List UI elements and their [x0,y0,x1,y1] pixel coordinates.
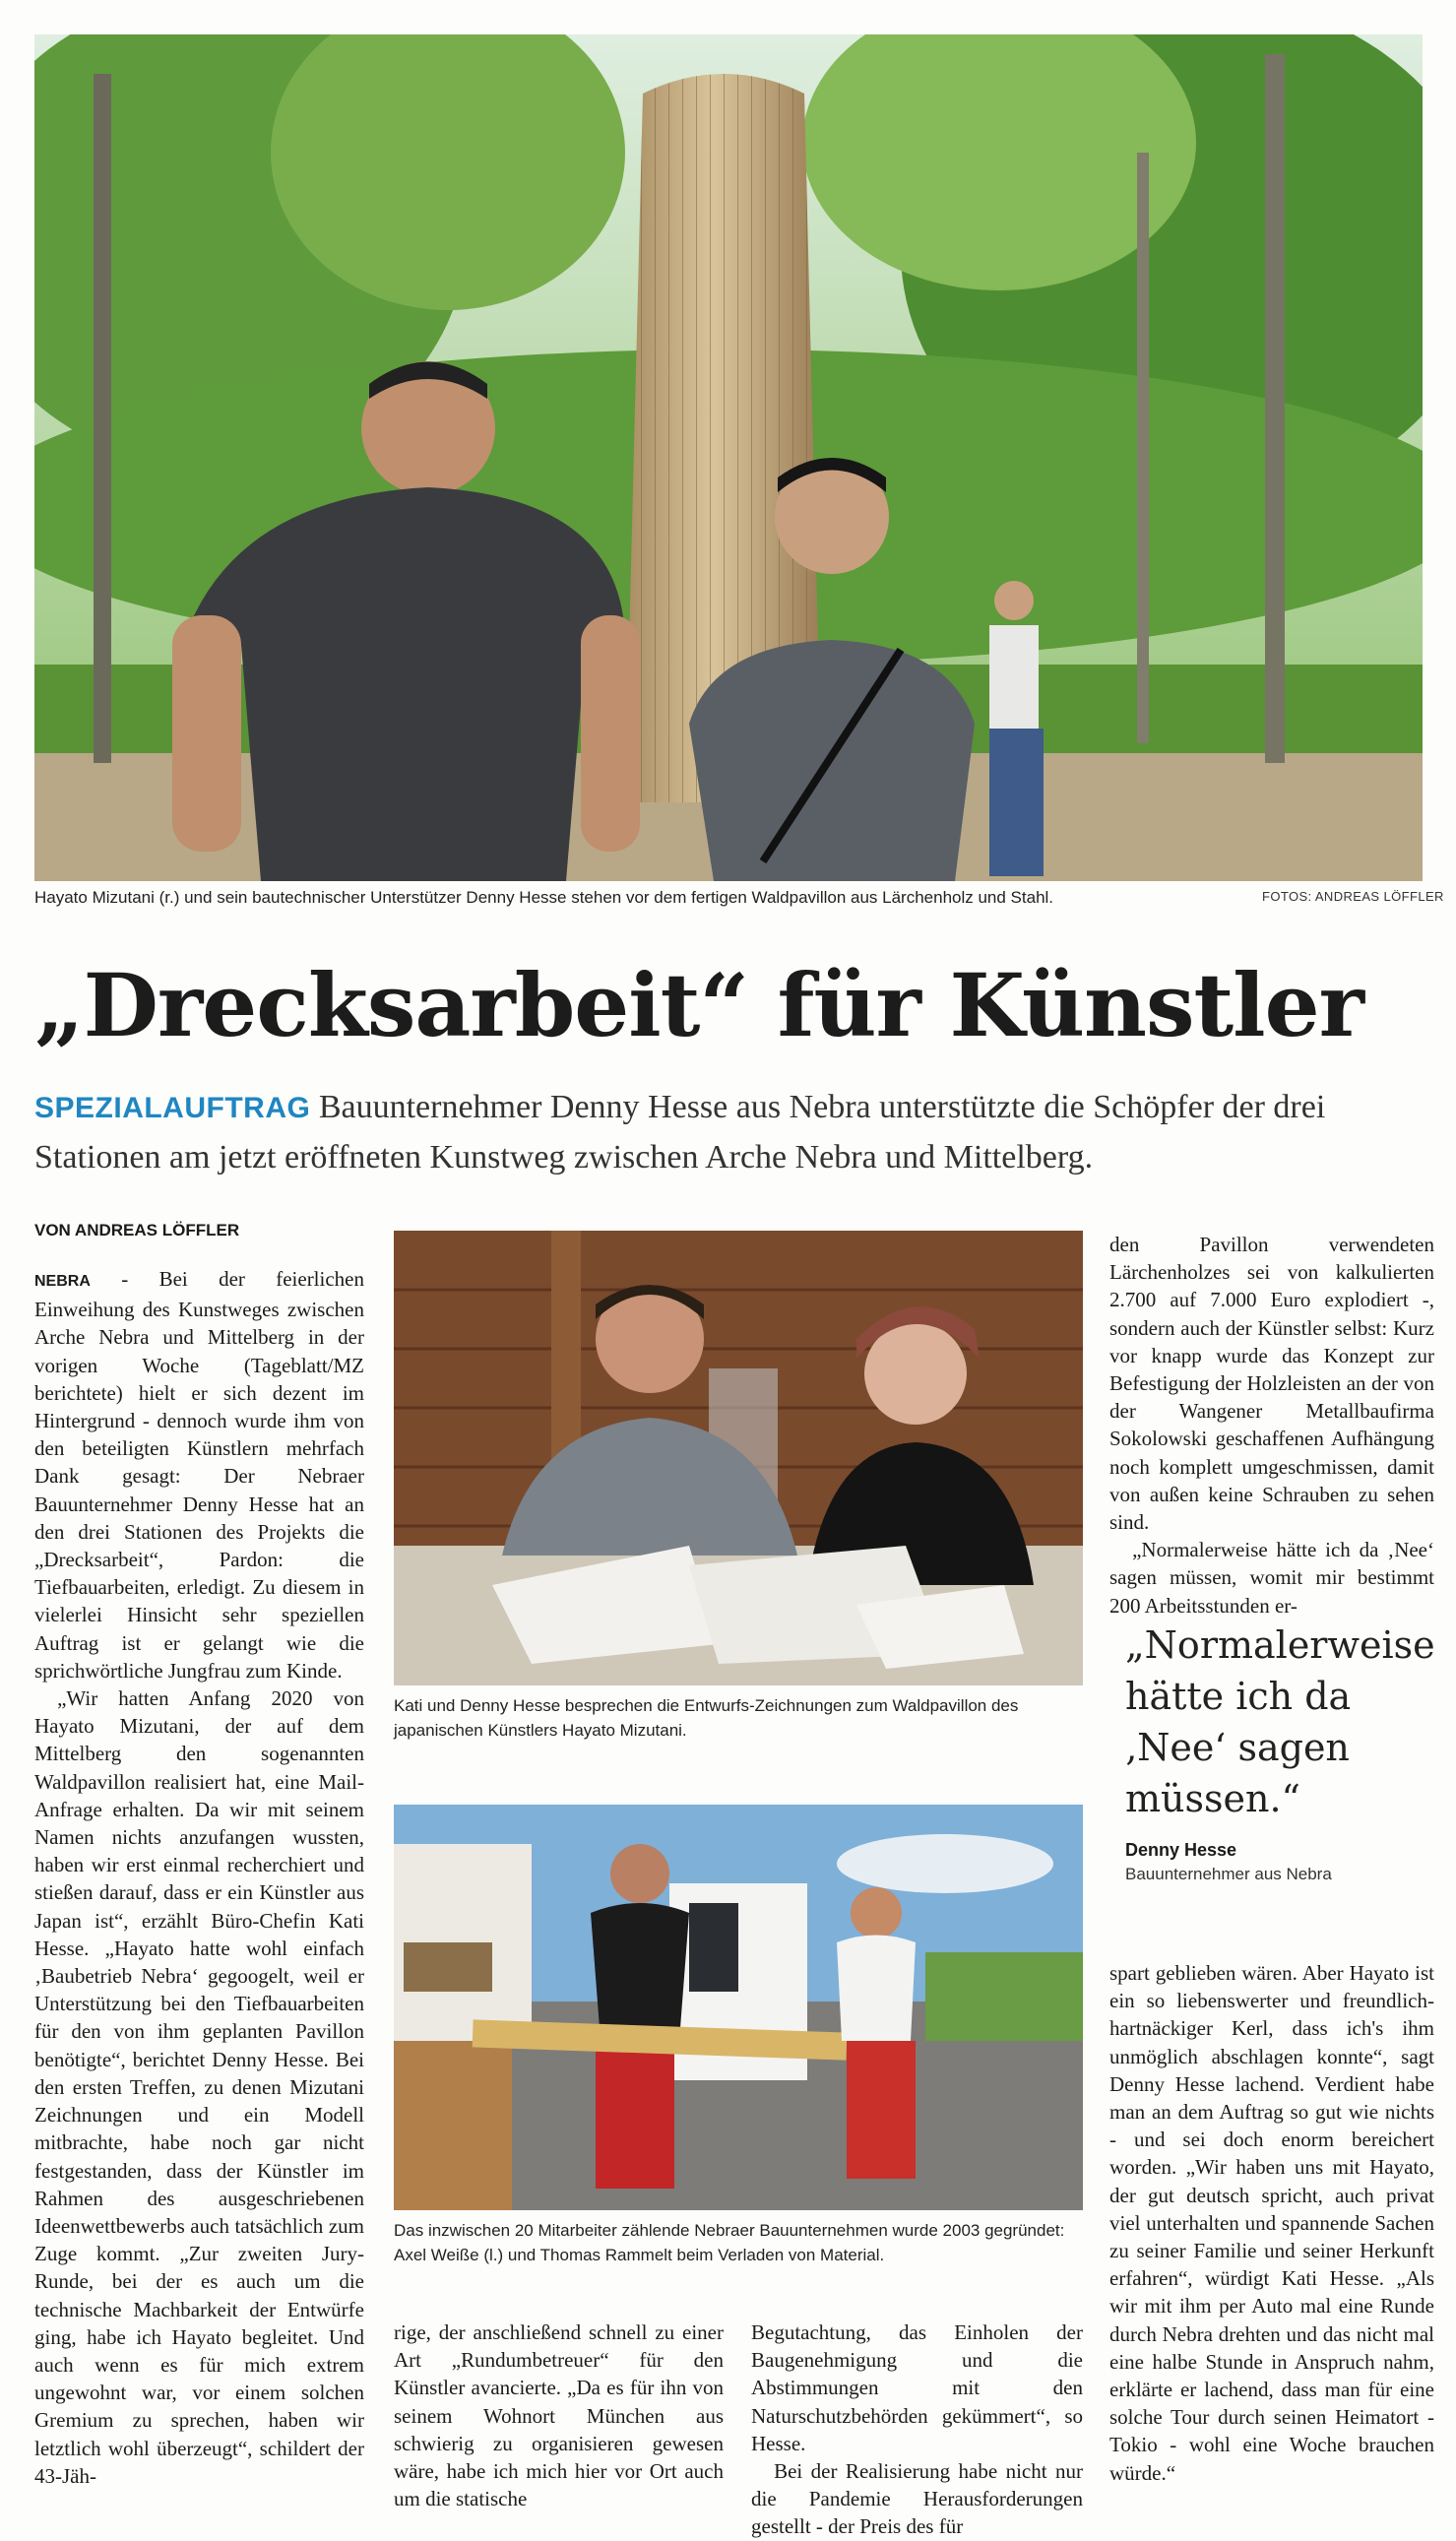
forest-pavilion-illustration [34,34,1423,881]
body-paragraph: rige, der anschließend schnell zu einer Art „Rundumbetreuer“ für den Künstler avancierte. „Da es für ihn von seinem Wohnort München aus schwierig zu organisieren gewesen wäre, habe ich mich hier vor Ort auch um die statische [394,2320,724,2511]
body-paragraph: NEBRA - Bei der feierlichen Einweihung des Kunstweges zwischen Arche Nebra und Mittelberg in der vorigen Woche (Tageblatt/MZ berichtete) hielt er sich dezent im Hintergrund - dennoch wurde ihm von den beteiligten Künstlern mehrfach Dank gesagt: Der Nebraer Bauunternehmer Denny Hesse hat an den drei Stationen des Projekts die „Drecksarbeit“, Pardon: die Tiefbauarbeiten, erledigt. Zu diesem in vielerlei Hinsicht sehr speziellen Auftrag ist er gelangt wie die sprichwörtliche Jungfrau zum Kinde. [34,1267,364,1683]
body-paragraph: Begutachtung, das Einholen der Baugenehmigung und die Abstimmungen mit den Naturschutzbehörden gekümmert“, so Hesse. [751,2320,1083,2455]
office-photo [394,1231,1083,1685]
deck-text: Bauunternehmer Denny Hesse aus Nebra unterstützte die Schöpfer der drei Stationen am jetzt eröffneten Kunstweg zwischen Arche Nebra und Mittelberg. [34,1089,1326,1175]
dateline: NEBRA [34,1273,91,1290]
office-meeting-illustration [394,1231,1083,1685]
body-paragraph: den Pavillon verwendeten Lärchenholzes sei von kalkulierten 2.700 auf 7.000 Euro explodiert -, sondern auch der Künstler selbst: Kurz vor knapp wurde das Konzept zur Befestigung der Holzleisten an der von der Wangener Metallbaufirma Sokolowski geschaffenen Aufhängung noch komplett umgeschmissen, damit von außen keine Schrauben zu sehen sind. [1109,1233,1434,1535]
truck-photo-caption: Das inzwischen 20 Mitarbeiter zählende Nebraer Bauunternehmen wurde 2003 gegründet: Axel Weiße (l.) und Thomas Rammelt beim Verladen von Material. [394,2221,1065,2264]
body-paragraph: Bei der Realisierung habe nicht nur die Pandemie Herausforderungen gestellt - der Preis des für [751,2459,1083,2539]
body-column-3 [751,2319,1083,2539]
office-photo-caption: Kati und Denny Hesse besprechen die Entwurfs-Zeichnungen zum Waldpavillon des japanischen Künstlers Hayato Mizutani. [394,1696,1019,1740]
body-paragraph: „Wir hatten Anfang 2020 von Hayato Mizutani, der auf dem Mittelberg den sogenannten Waldpavillon realisiert hat, eine Mail-Anfrage erhalten. Da wir mit seinem Namen nichts anzufangen wussten, haben wir erst einmal recherchiert und stießen darauf, dass er ein Künstler aus Japan ist“, erzählt Büro-Chefin Kati Hesse. „Hayato hatte wohl einfach ‚Baubetrieb Nebra‘ gegoogelt, weil er Unterstützung bei den Tiefbauarbeiten für den von ihm geplanten Pavillon benötigte“, berichtet Denny Hesse. Bei den ersten Treffen, zu denen Mizutani Zeichnungen und ein Modell mitbrachte, habe noch gar nicht festgestanden, dass der Künstler im Rahmen des ausgeschriebenen Ideenwettbewerbs auch tatsächlich zum Zuge kommt. „Zur zweiten Jury-Runde, bei der es auch um die technische Machbarkeit der Entwürfe ging, habe ich Hayato begleitet. Und auch wenn es für mich extrem ungewohnt war, vor einem solchen Gremium zu sprechen, haben wir letztlich wohl überzeugt“, schildert der 43-Jäh- [34,1686,364,2488]
photo-credit: FOTOS: ANDREAS LÖFFLER [1262,889,1444,904]
kicker: SPEZIALAUFTRAG [34,1092,311,1124]
deck [34,1083,1432,1182]
main-photo-caption: Hayato Mizutani (r.) und sein bautechnischer Unterstützer Denny Hesse stehen vor dem fertigen Waldpavillon aus Lärchenholz und Stahl. [34,888,1054,907]
body-paragraph: „Normalerweise hätte ich da ‚Nee‘ sagen müssen, womit mir bestimmt 200 Arbeitsstunden er- [1109,1538,1434,1618]
body-column-4-bottom [1109,1959,1434,2515]
headline: „Drecksarbeit“ für Künstler [34,954,1363,1056]
quote-author: Denny Hesse [1125,1840,1237,1860]
body-column-2 [394,2319,724,2515]
body-column-1 [34,1265,364,2515]
body-paragraph: spart geblieben wären. Aber Hayato ist ein so liebenswerter und freundlich-hartnäckiger Kerl, dass ich's ihm unmöglich abschlagen konnte“, sagt Denny Hesse lachend. Verdient habe man an dem Auftrag so gut wie nichts - und sei doch enorm bereichert worden. „Wir haben uns mit Hayato, der gut deutsch spricht, auch privat viel unterhalten und spannende Sachen zu seiner Familie und seiner Herkunft erfahren“, würdigt Kati Hesse. „Als wir mit ihm per Auto mal eine Runde durch Nebra drehten und das nicht mal eine halbe Stunde in Anspruch nahm, erklärte er lachend, dass man für eine solche Tour durch seinen Heimatort - Tokio - wohl eine Woche brauchen würde.“ [1109,1961,1434,2485]
byline: VON ANDREAS LÖFFLER [34,1221,240,1239]
quote-text: „Normalerweise hätte ich da ‚Nee‘ sagen müssen.“ [1125,1623,1435,1820]
truck-photo [394,1805,1083,2210]
quote-role: Bauunternehmer aus Nebra [1125,1865,1332,1883]
pull-quote [1125,1620,1435,1884]
loading-material-illustration [394,1805,1083,2210]
main-photo [34,34,1423,881]
body-column-4-top [1109,1231,1434,1618]
